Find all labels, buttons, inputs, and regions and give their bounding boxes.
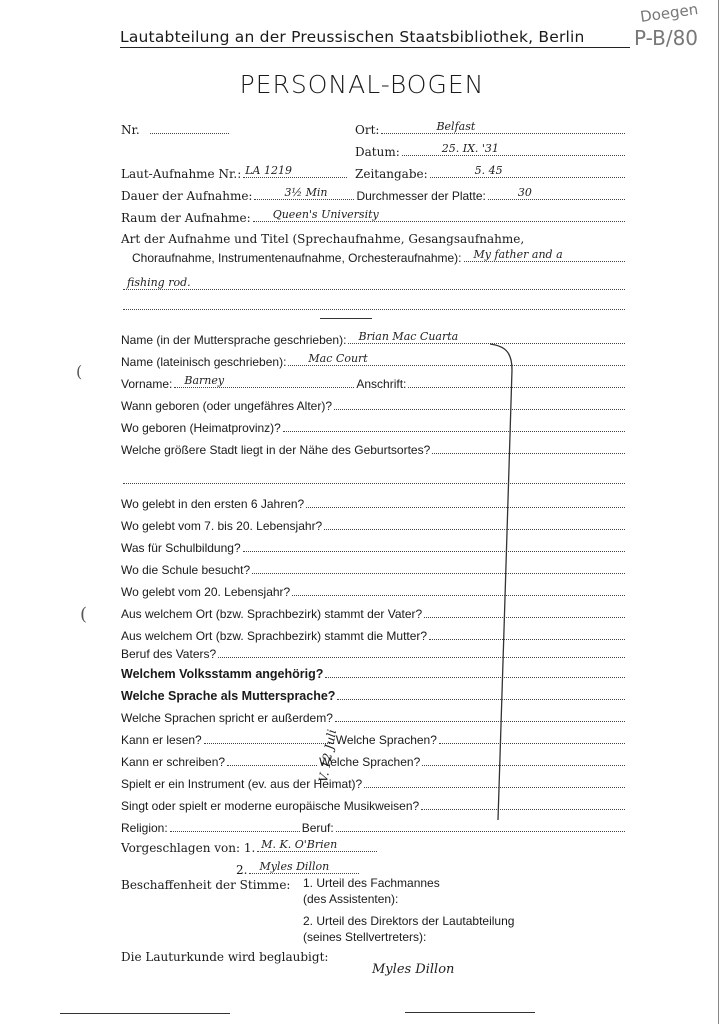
bottom-rule-left bbox=[60, 1013, 230, 1014]
question-field[interactable] bbox=[204, 732, 334, 744]
name-latein-value: Mac Court bbox=[308, 352, 368, 365]
punch-hole-mark: ( bbox=[76, 362, 83, 381]
nr-field[interactable] bbox=[150, 122, 229, 134]
vorgeschlagen-value-1: M. K. O'Brien bbox=[261, 838, 338, 851]
name-latein-label: Name (lateinisch geschrieben): bbox=[121, 355, 287, 369]
section-divider bbox=[320, 318, 372, 319]
vorname-value: Barney bbox=[184, 374, 225, 387]
margin-note: V. 12 Juli bbox=[316, 728, 340, 784]
question-label: Aus welchem Ort (bzw. Sprachbezirk) stammt die Mutter? bbox=[121, 629, 428, 643]
question-field[interactable] bbox=[306, 496, 625, 508]
question-field[interactable] bbox=[218, 646, 625, 658]
art-field-2[interactable] bbox=[123, 278, 625, 290]
question-label: Religion: bbox=[121, 821, 168, 835]
question-label: Kann er lesen? bbox=[121, 733, 202, 747]
ort-field[interactable] bbox=[381, 122, 625, 134]
vorname-field[interactable] bbox=[174, 376, 354, 388]
question-label: Kann er schreiben? bbox=[121, 755, 226, 769]
datum-label: Datum: bbox=[355, 145, 400, 159]
stimme-label: Beschaffenheit der Stimme: bbox=[121, 878, 291, 892]
question-label: Was für Schulbildung? bbox=[121, 541, 241, 555]
dauer-label: Dauer der Aufnahme: bbox=[121, 189, 253, 203]
dauer-value: 3½ Min bbox=[284, 186, 328, 199]
ort-label: Ort: bbox=[355, 123, 380, 137]
question-field[interactable] bbox=[292, 584, 625, 596]
name-mutter-label: Name (in der Muttersprache geschrieben): bbox=[121, 333, 347, 347]
bracket-mark bbox=[490, 340, 530, 820]
vorgeschlagen-value-2: Myles Dillon bbox=[259, 860, 330, 873]
anschrift-label: Anschrift: bbox=[356, 377, 407, 391]
question-label: Aus welchem Ort (bzw. Sprachbezirk) stammt der Vater? bbox=[121, 607, 423, 621]
raum-field[interactable] bbox=[253, 210, 625, 222]
zeit-field[interactable] bbox=[430, 166, 625, 178]
question-label: Beruf: bbox=[301, 821, 334, 835]
question-label: Wo gelebt vom 7. bis 20. Lebensjahr? bbox=[121, 519, 323, 533]
beglaubigt-label: Die Lauturkunde wird beglaubigt: bbox=[121, 950, 329, 964]
nr-label: Nr. bbox=[121, 123, 140, 137]
question-label: Welche Sprachen spricht er außerdem? bbox=[121, 711, 333, 725]
question-field[interactable] bbox=[337, 688, 625, 700]
art-value-2: fishing rod. bbox=[127, 276, 191, 289]
zeit-label: Zeitangabe: bbox=[355, 167, 428, 181]
laut-label: Laut-Aufnahme Nr.: bbox=[121, 167, 242, 181]
dauer-field[interactable] bbox=[254, 188, 354, 200]
zeit-value: 5. 45 bbox=[474, 164, 503, 177]
durch-field[interactable] bbox=[488, 188, 625, 200]
question-field[interactable] bbox=[283, 420, 625, 432]
urteil-2-line-2: (seines Stellvertreters): bbox=[303, 930, 427, 944]
art-label-1: Art der Aufnahme und Titel (Sprechaufnahme, Gesangsaufnahme, bbox=[121, 232, 525, 246]
laut-value: LA 1219 bbox=[245, 164, 292, 177]
page-title: PERSONAL-BOGEN bbox=[239, 70, 485, 99]
bottom-rule-right bbox=[405, 1012, 535, 1013]
datum-field[interactable] bbox=[402, 144, 625, 156]
vorgeschlagen-label: Vorgeschlagen von: 1. bbox=[121, 841, 256, 855]
religion-field[interactable] bbox=[170, 820, 300, 832]
question-label: Spielt er ein Instrument (ev. aus der Heimat)? bbox=[121, 777, 363, 791]
art-value-1: My father and a bbox=[473, 248, 563, 261]
durch-value: 30 bbox=[517, 186, 532, 199]
institution-header: Lautabteilung an der Preussischen Staatsbibliothek, Berlin bbox=[120, 28, 630, 48]
raum-label: Raum der Aufnahme: bbox=[121, 211, 251, 225]
question-label: Wo gelebt vom 20. Lebensjahr? bbox=[121, 585, 291, 599]
question-label: Singt oder spielt er moderne europäische Musikweisen? bbox=[121, 799, 420, 813]
question-label: Welche Sprachen? bbox=[335, 733, 437, 747]
question-label-bold: Welche Sprache als Muttersprache? bbox=[121, 689, 336, 703]
page-edge bbox=[718, 0, 719, 1024]
vorgeschlagen-field-1[interactable] bbox=[257, 840, 377, 852]
corner-note-archive: Doegen bbox=[639, 0, 700, 26]
question-label: Beruf des Vaters? bbox=[121, 647, 217, 661]
question-label-bold: Welchem Volksstamm angehörig? bbox=[121, 667, 324, 681]
datum-value: 25. IX. '31 bbox=[441, 142, 499, 155]
urteil-2-line-1: 2. Urteil des Direktors der Lautabteilung bbox=[303, 914, 515, 928]
question-field[interactable] bbox=[325, 666, 625, 678]
question-field[interactable] bbox=[335, 710, 625, 722]
question-label: Wo die Schule besucht? bbox=[121, 563, 251, 577]
name-mutter-value: Brian Mac Cuarta bbox=[358, 330, 459, 343]
ort-value: Belfast bbox=[436, 120, 476, 133]
laut-field[interactable] bbox=[243, 166, 347, 178]
art-field-3[interactable] bbox=[123, 298, 625, 310]
vorgeschlagen-field-2[interactable] bbox=[249, 862, 359, 874]
name-latein-field[interactable] bbox=[288, 354, 625, 366]
name-mutter-field[interactable] bbox=[348, 332, 625, 344]
urteil-1-line-1: 1. Urteil des Fachmannes bbox=[303, 876, 440, 890]
punch-hole-mark: ( bbox=[80, 604, 88, 625]
vorname-label: Vorname: bbox=[121, 377, 173, 391]
vorgeschlagen-2-label: 2. bbox=[236, 863, 248, 877]
question-field[interactable] bbox=[252, 562, 625, 574]
corner-note-number: P-B/80 bbox=[634, 26, 699, 50]
question-label: Welche Sprachen? bbox=[319, 755, 421, 769]
question-label: Wann geboren (oder ungefähres Alter)? bbox=[121, 399, 333, 413]
question-field[interactable] bbox=[439, 732, 625, 744]
urteil-1-line-2: (des Assistenten): bbox=[303, 892, 399, 906]
art-label-2: Choraufnahme, Instrumentenaufnahme, Orchesteraufnahme): bbox=[132, 251, 462, 265]
question-label: Welche größere Stadt liegt in der Nähe des Geburtsortes? bbox=[121, 443, 431, 457]
question-label: Wo geboren (Heimatprovinz)? bbox=[121, 421, 281, 435]
question-field[interactable] bbox=[227, 754, 317, 766]
question-field[interactable] bbox=[243, 540, 625, 552]
question-label: Wo gelebt in den ersten 6 Jahren? bbox=[121, 497, 305, 511]
question-field[interactable] bbox=[324, 518, 625, 530]
signature: Myles Dillon bbox=[372, 962, 455, 977]
question-field-extra[interactable] bbox=[123, 472, 625, 484]
raum-value: Queen's University bbox=[272, 208, 379, 221]
durch-label: Durchmesser der Platte: bbox=[356, 189, 486, 203]
question-field[interactable] bbox=[334, 398, 625, 410]
art-field-1[interactable] bbox=[464, 250, 625, 262]
